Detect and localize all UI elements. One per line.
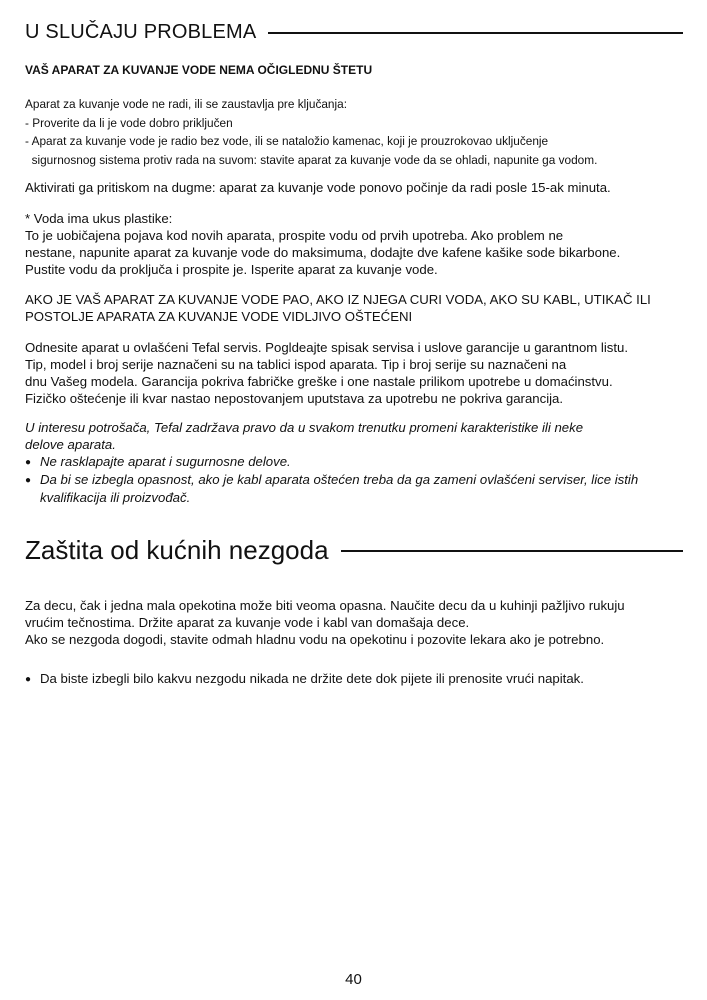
text-line: AKO JE VAŠ APARAT ZA KUVANJE VODE PAO, AKO IZ NJEGA CURI VODA, AKO SU KABL, UTIKAČ ILI	[25, 292, 651, 307]
list-item-continuation: kvalifikacija ili proizvođač.	[40, 490, 191, 505]
subheading: VAŠ APARAT ZA KUVANJE VODE NEMA OČIGLEDNU ŠTETU	[25, 63, 373, 77]
list-item	[25, 471, 685, 489]
section-title: Zaštita od kućnih nezgoda	[25, 535, 329, 565]
text-line: - Proverite da li je vode dobro priključen	[25, 115, 233, 130]
accident-paragraph	[25, 597, 685, 648]
section-title: U SLUČAJU PROBLEMA	[25, 21, 257, 43]
bullet-icon: ●	[25, 475, 32, 486]
accident-bullet	[25, 670, 685, 688]
text-line: Tip, model i broj serije naznačeni su na tablici ispod aparata. Tip i broj serije su naznačeni na	[25, 357, 567, 372]
list-item-text: Ne rasklapajte aparat i sugurnosne delove.	[40, 454, 291, 469]
list-item-text: Da biste izbegli bilo kakvu nezgodu nikada ne držite dete dok pijete ili prenosite vrući napitak.	[40, 671, 584, 686]
text-line: Aktivirati ga pritiskom na dugme: aparat za kuvanje vode ponovo počinje da radi posle 15-ak minuta.	[25, 180, 611, 195]
text-line: U interesu potrošača, Tefal zadržava pravo da u svakom trenutku promeni karakteristike ili neke	[25, 420, 584, 435]
text-line: nestane, napunite aparat za kuvanje vode do maksimuma, dodajte dve kafene kašike sode bikarbone.	[25, 245, 621, 260]
service-paragraph	[25, 339, 685, 407]
list-item	[25, 670, 685, 688]
text-line: Odnesite aparat u ovlašćeni Tefal servis. Pogldeajte spisak servisa i uslove garancije u garantnom listu.	[25, 340, 629, 355]
damaged-paragraph	[25, 291, 685, 325]
page-number: 40	[345, 971, 362, 988]
text-line: Fizičko oštećenje ili kvar nastao nepostovanjem uputstava za upotrebu ne pokriva garancija.	[25, 391, 564, 406]
text-line: sigurnosnog sistema protiv rada na suvom: stavite aparat za kuvanje vode da se ohladi, napunite ga vodom.	[25, 152, 598, 167]
text-line: * Voda ima ukus plastike:	[25, 211, 173, 226]
activate-paragraph	[25, 179, 685, 196]
consumer-interest-paragraph	[25, 419, 685, 506]
section-heading-problems	[25, 21, 683, 44]
plastic-taste-paragraph	[25, 210, 685, 278]
text-line: Aparat za kuvanje vode ne radi, ili se zaustavlja pre ključanja:	[25, 97, 348, 111]
text-line: Pustite vodu da proključa i prospite je. Isperite aparat za kuvanje vode.	[25, 262, 438, 277]
list-item-text: Da bi se izbegla opasnost, ako je kabl aparata oštećen treba da ga zameni ovlašćeni serviser, lice istih	[40, 472, 639, 487]
text-line: POSTOLJE APARATA ZA KUVANJE VODE VIDLJIVO OŠTEĆENI	[25, 309, 413, 324]
section-heading-accidents	[25, 535, 683, 566]
text-line: vrućim tečnostima. Držite aparat za kuvanje vode i kabl van domašaja dece.	[25, 615, 470, 630]
text-line: Za decu, čak i jedna mala opekotina može biti veoma opasna. Naučite decu da u kuhinji pažljivo rukuju	[25, 598, 625, 613]
list-item	[25, 453, 685, 471]
bullet-icon: ●	[25, 674, 32, 685]
text-line: dnu Vašeg modela. Garancija pokriva fabričke greške i one nastale prilikom upotrebe u domaćinstvu.	[25, 374, 613, 389]
text-line: To je uobičajena pojava kod novih aparata, prospite vodu od prvih upotreba. Ako problem ne	[25, 228, 564, 243]
intro-paragraph	[25, 95, 685, 169]
text-line: Ako se nezgoda dogodi, stavite odmah hladnu vodu na opekotinu i pozovite lekara ako je potrebno.	[25, 632, 605, 647]
bullet-icon: ●	[25, 457, 32, 468]
heading-rule	[268, 32, 683, 34]
heading-rule	[341, 550, 683, 552]
text-line: delove aparata.	[25, 437, 116, 452]
text-line: - Aparat za kuvanje vode je radio bez vode, ili se nataložio kamenac, koji je prouzrokovao uključenje	[25, 134, 549, 148]
